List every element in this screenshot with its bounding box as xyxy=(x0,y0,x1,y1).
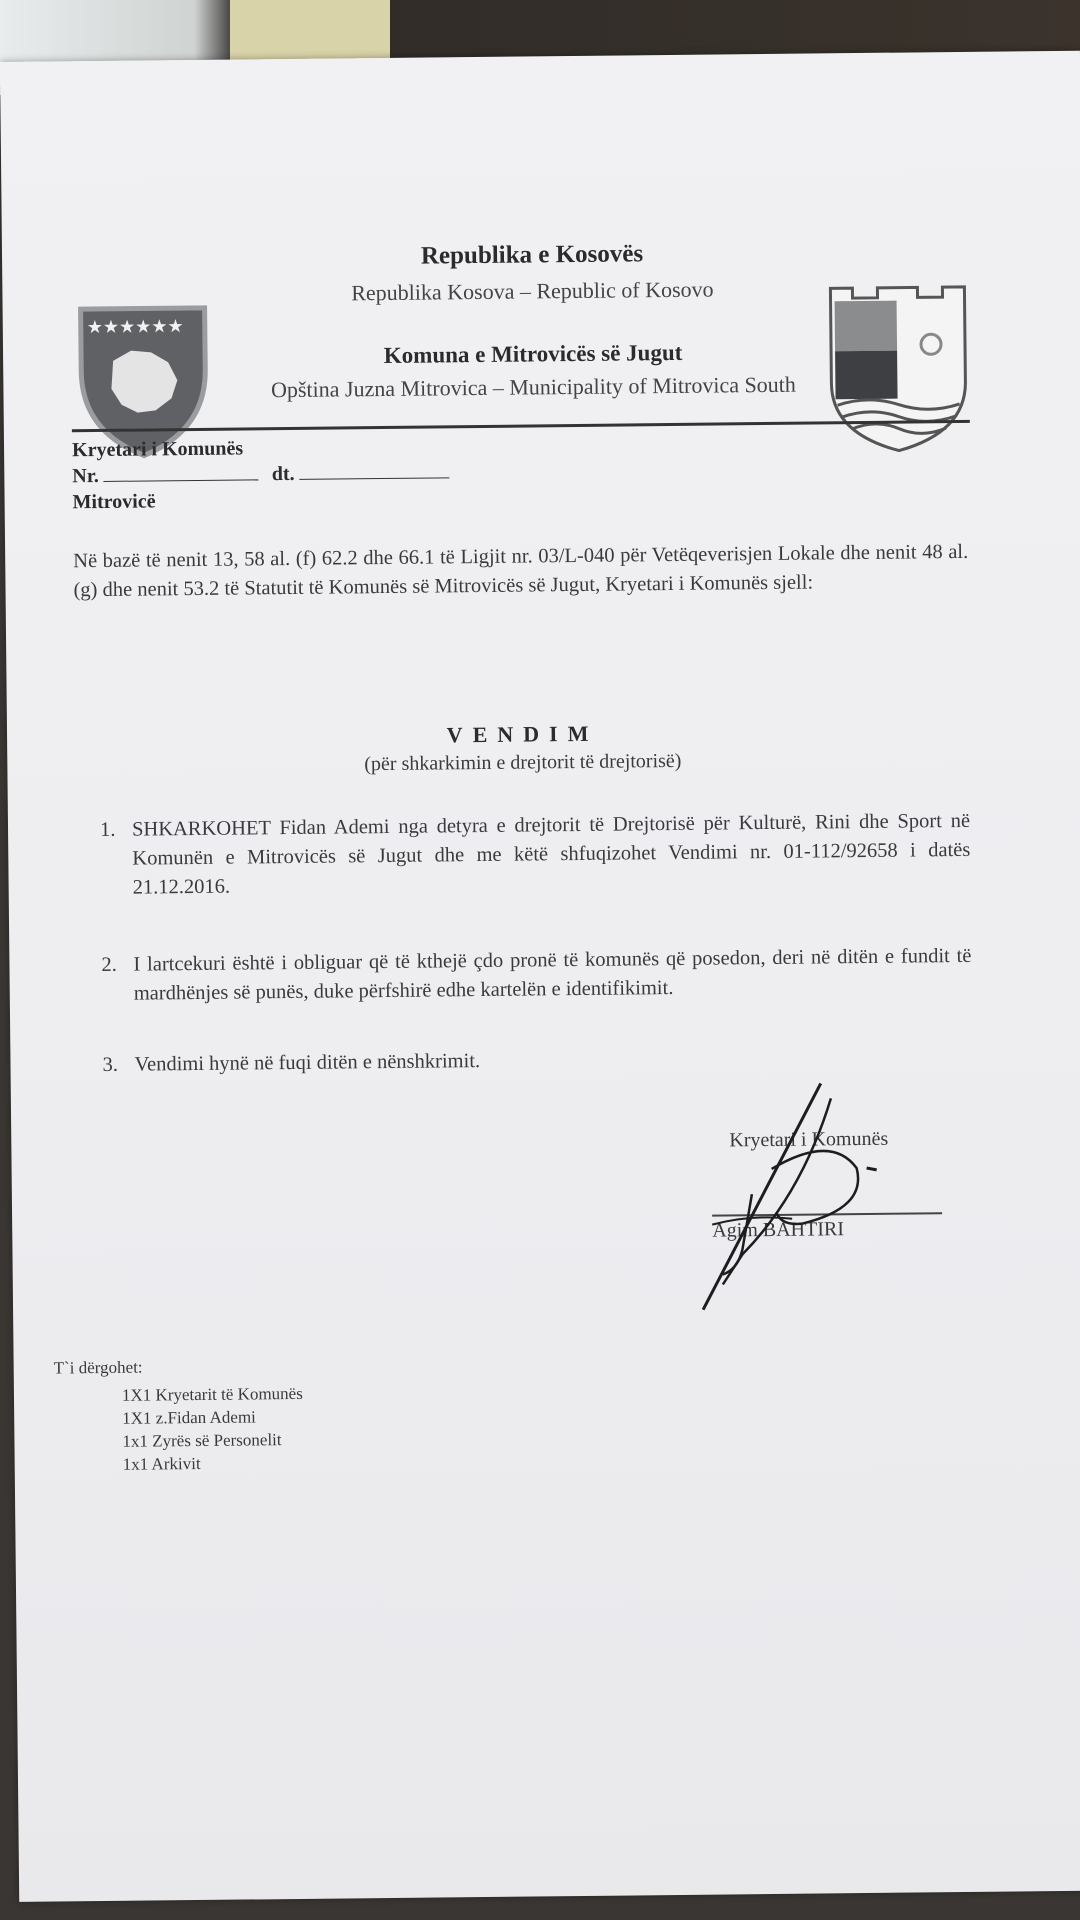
list-item-number: 1. xyxy=(99,818,116,841)
list-item-text: I lartcekuri është i obliguar që të kthejë çdo pronë të komunës që posedon, deri në ditën e fundit të mardhënjes së punës, duke përfshirë edhe kartelën e identifikimit. xyxy=(133,944,972,1005)
dt-blank xyxy=(299,461,449,480)
municipality-title: Komuna e Mitrovicës së Jugut xyxy=(383,339,683,368)
signatory-name: Agim BAHTIRI xyxy=(712,1218,845,1242)
list-item-number: 2. xyxy=(101,953,117,976)
office-label: Kryetari i Komunës xyxy=(71,437,244,462)
place-label: Mitrovicë xyxy=(72,490,156,514)
list-item-text: SHKARKOHET Fidan Ademi nga detyra e drejtorit të Drejtorisë për Kulturë, Rini dhe Sport në Komunën e Mitrovicës së Jugut dhe me këtë shfuqizohet Vendimi nr. 01-112/92658 i datës 21.12.2016. xyxy=(131,809,971,899)
distribution-item: 1x1 Arkivit xyxy=(122,1453,201,1474)
document-page xyxy=(0,51,1080,1902)
nr-label: Nr. xyxy=(72,464,99,488)
reference-line xyxy=(72,461,450,488)
distribution-heading: T`i dërgohet: xyxy=(53,1357,143,1378)
municipality-emblem-icon xyxy=(822,282,974,454)
list-item-text: Vendimi hynë në fuqi ditën e nënshkrimit. xyxy=(134,1050,481,1076)
nr-blank xyxy=(104,463,259,482)
handwritten-signature xyxy=(681,1073,894,1315)
distribution-item: 1x1 Zyrës së Personelit xyxy=(122,1430,282,1451)
preamble-text: Në bazë të nenit 13, 58 al. (f) 62.2 dhe 66.1 të Ligjit nr. 03/L-040 për Vetëqeverisjen Lokale dhe nenit 48 al. (g) dhe nenit 53.2 të Statutit të Komunës së Mitrovicës së Jugut, Kryetari i Komunës sjell: xyxy=(73,540,969,602)
municipality-subtitle: Opština Juzna Mitrovica – Municipality of Mitrovica South xyxy=(270,371,796,403)
distribution-item: 1X1 Kryetarit të Komunës xyxy=(121,1383,303,1405)
header-subtitle: Republika Kosova – Republic of Kosovo xyxy=(351,276,714,306)
header-title: Republika e Kosovës xyxy=(420,240,644,270)
list-item-number: 3. xyxy=(102,1053,118,1076)
decision-subtitle: (për shkarkimin e drejtorit të drejtorisë) xyxy=(364,749,682,776)
list-item xyxy=(100,807,971,903)
svg-text:★★★★★★: ★★★★★★ xyxy=(86,316,184,339)
decision-title: VENDIM xyxy=(446,720,599,748)
distribution-item: 1X1 z.Fidan Ademi xyxy=(122,1407,256,1428)
dt-label: dt. xyxy=(271,462,295,486)
signatory-title: Kryetari i Komunës xyxy=(729,1127,889,1152)
list-item xyxy=(101,942,972,1009)
